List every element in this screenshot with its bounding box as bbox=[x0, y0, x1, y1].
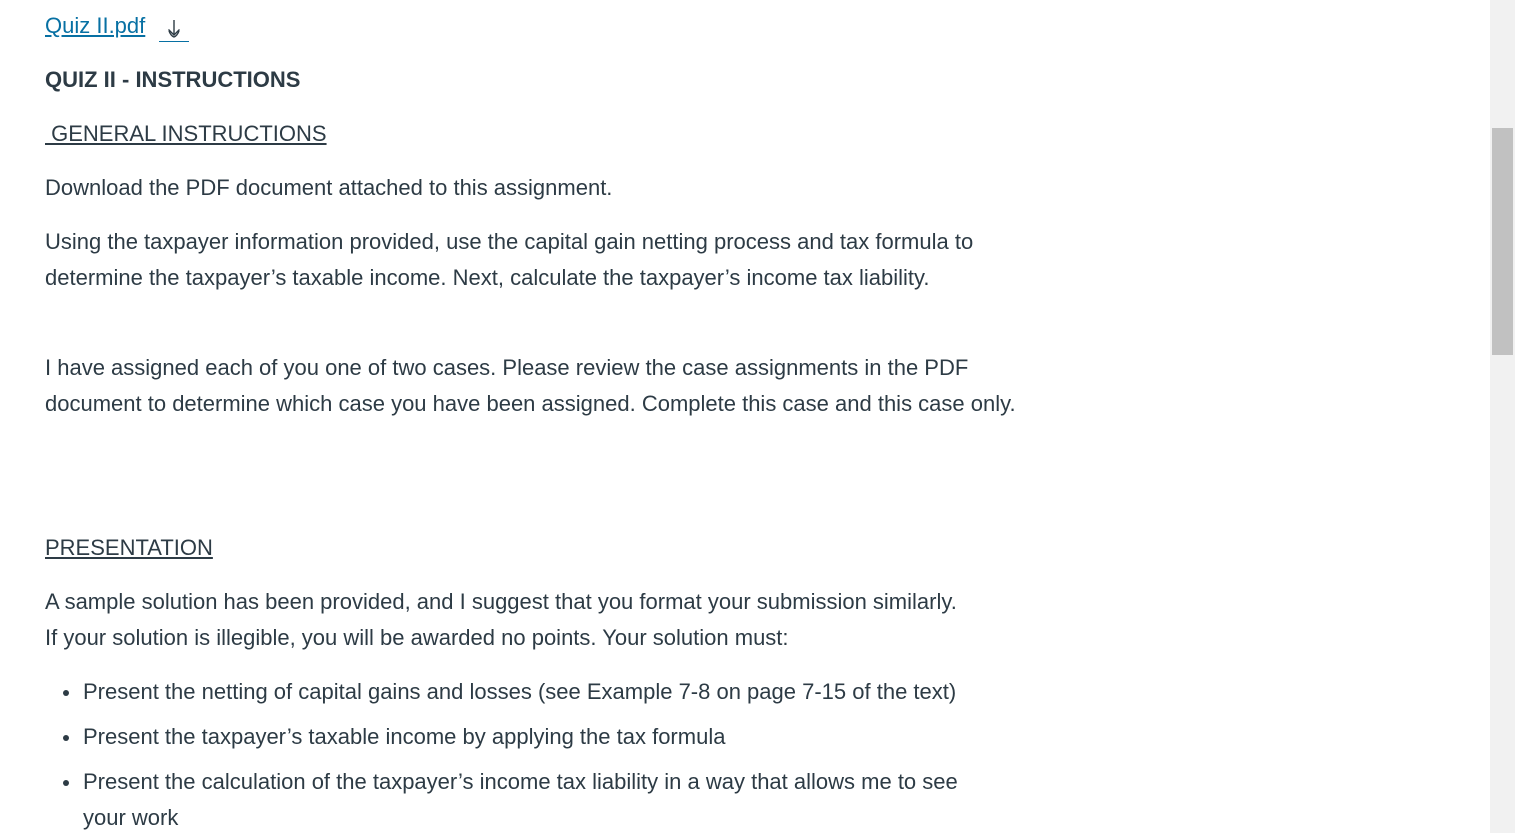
presentation-heading: PRESENTATION bbox=[45, 535, 213, 560]
general-instructions-heading: GENERAL INSTRUCTIONS bbox=[45, 121, 327, 146]
download-icon[interactable] bbox=[159, 15, 189, 42]
scrollbar-thumb[interactable] bbox=[1492, 128, 1513, 355]
presentation-paragraph: A sample solution has been provided, and I suggest that you format your submission similarly. If your solution is illegible, you will be awarded no points. Your solution must: bbox=[45, 589, 957, 650]
vertical-scrollbar[interactable] bbox=[1490, 0, 1515, 833]
requirements-list bbox=[45, 674, 1043, 833]
instruction-paragraph-2: Using the taxpayer information provided, use the capital gain netting process and tax formula to determine the taxpayer’s taxable income. Next, calculate the taxpayer’s income tax liability. bbox=[45, 229, 974, 290]
list-item: Present the taxpayer’s taxable income by applying the tax formula bbox=[83, 719, 1043, 755]
list-item: Present the netting of capital gains and losses (see Example 7-8 on page 7-15 of the text) bbox=[83, 674, 1043, 710]
instruction-paragraph-3: I have assigned each of you one of two cases. Please review the case assignments in the PDF document to determine which case you have been assigned. Complete this case and this case only. bbox=[45, 355, 1016, 416]
attachment-link-row bbox=[45, 8, 189, 44]
list-item: Present the calculation of the taxpayer’s income tax liability in a way that allows me to see your work bbox=[83, 764, 1003, 833]
page-title: QUIZ II - INSTRUCTIONS bbox=[45, 67, 301, 92]
instruction-paragraph-1: Download the PDF document attached to this assignment. bbox=[45, 175, 613, 200]
attachment-file-link[interactable]: Quiz II.pdf bbox=[45, 13, 146, 38]
